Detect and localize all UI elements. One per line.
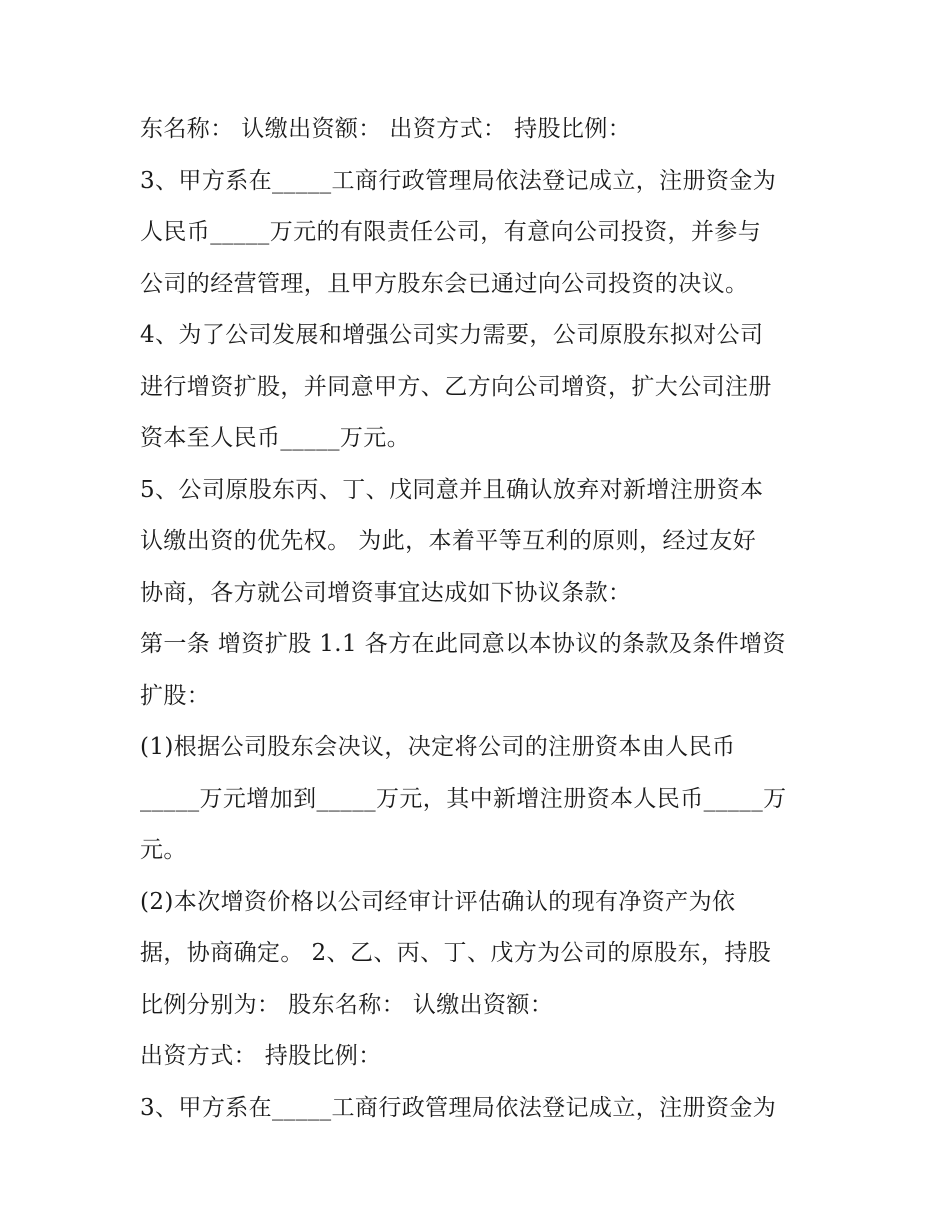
text-line: 公司的经营管理，且甲方股东会已通过向公司投资的决议。 [140,270,749,297]
text-line: 3、甲方系在_____工商行政管理局依法登记成立，注册资金为 [140,167,777,194]
text-line: 4、为了公司发展和增强公司实力需要，公司原股东拟对公司 [140,322,764,348]
text-line: 认缴出资的优先权。 为此，本着平等互利的原则，经过友好 [140,528,757,554]
document-body [140,104,820,1134]
text-line: 人民币_____万元的有限责任公司，有意向公司投资，并参与 [140,219,762,245]
text-line: 资本至人民币_____万元。 [140,425,411,451]
text-line: 扩股： [140,682,211,709]
text-line: 协商，各方就公司增资事宜达成如下协议条款： [140,579,632,606]
text-line: 东名称： 认缴出资额： 出资方式： 持股比例： [140,116,632,142]
text-line: 比例分别为： 股东名称： 认缴出资额： [140,991,554,1018]
text-line: 出资方式： 持股比例： [140,1043,382,1069]
text-line: 第一条 增资扩股 1.1 各方在此同意以本协议的条款及条件增资 [140,631,786,657]
text-line: 3、甲方系在_____工商行政管理局依法登记成立，注册资金为 [140,1094,777,1121]
text-line: 进行增资扩股，并同意甲方、乙方向公司增资，扩大公司注册 [140,373,772,400]
text-line: (2)本次增资价格以公司经审计评估确认的现有净资产为依 [140,888,736,915]
text-line: 元。 [140,837,187,863]
text-line: (1)根据公司股东会决议，决定将公司的注册资本由人民币 [140,734,736,760]
text-line: 据，协商确定。 2、乙、丙、丁、戊方为公司的原股东，持股 [140,940,772,966]
text-line: _____万元增加到_____万元，其中新增注册资本人民币_____万 [140,785,787,812]
text-line: 5、公司原股东丙、丁、戊同意并且确认放弃对新增注册资本 [140,476,764,503]
